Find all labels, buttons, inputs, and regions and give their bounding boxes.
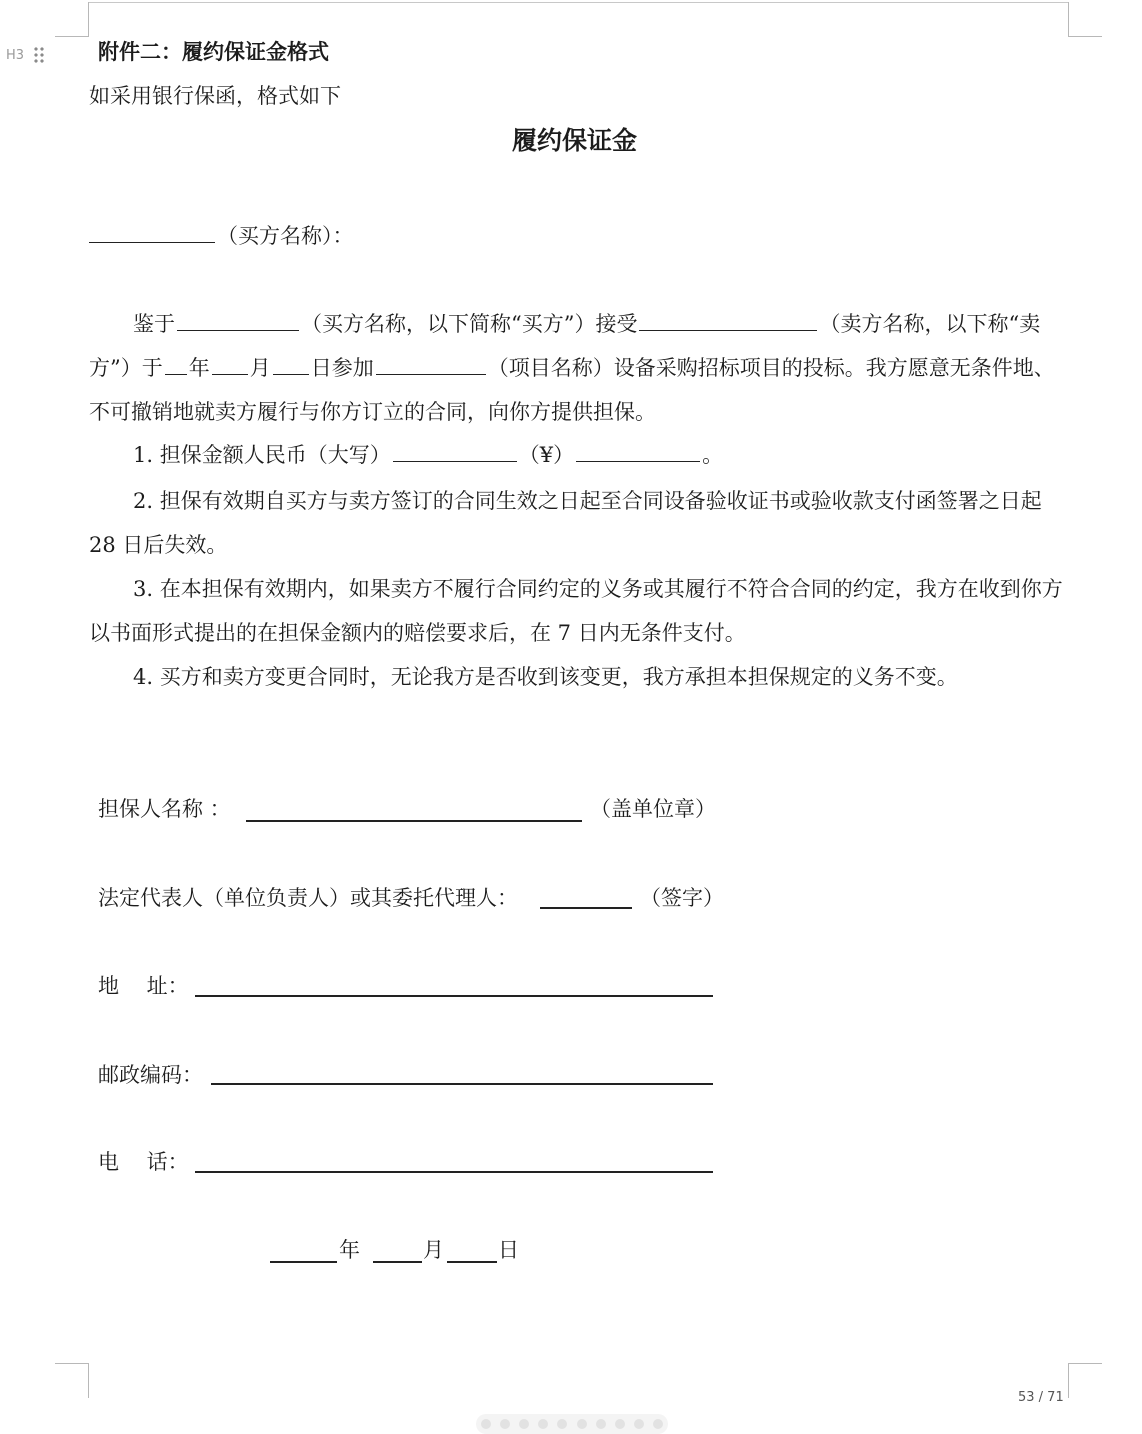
page-dot[interactable] — [653, 1419, 663, 1429]
page-corner-mark — [88, 1363, 89, 1398]
amount-uppercase-blank — [393, 441, 517, 462]
page-scroller[interactable] — [476, 1414, 668, 1434]
page-top-edge — [88, 2, 1069, 3]
page-corner-mark — [1068, 1363, 1102, 1364]
guarantee-preamble — [89, 302, 1064, 434]
guarantee-item-4: 4. 买方和卖方变更合同时，无论我方是否收到该变更，我方承担本担保规定的义务不变。 — [133, 665, 958, 689]
project-name-blank — [376, 354, 486, 375]
page-corner-mark — [1068, 36, 1102, 37]
guarantee-item-1 — [133, 441, 723, 469]
date-month-label: 月 — [423, 1238, 444, 1262]
preamble-text: （买方名称，以下简称“买方”）接受 — [301, 312, 638, 336]
guarantee-item-3: 3. 在本担保有效期内，如果卖方不履行合同约定的义务或其履行不符合合同的约定，我方在收到你方以书面形式提出的在担保金额内的赔偿要求后，在 7 日内无条件支付。 — [89, 577, 1063, 645]
page-dot[interactable] — [500, 1419, 510, 1429]
addressee-line — [89, 222, 354, 250]
date-year-label: 年 — [339, 1238, 360, 1262]
postal-code-blank — [211, 1083, 713, 1085]
intro-line: 如采用银行保函，格式如下 — [89, 84, 341, 108]
preamble-text: （卖方名称，以下 — [819, 312, 988, 336]
preamble-text: 意无条件地、不可撤销地就卖方履行与你方订立的合同，向你方提供担保。 — [89, 356, 1055, 424]
year-blank — [165, 354, 187, 375]
page-dot[interactable] — [481, 1419, 491, 1429]
signature-note: （签字） — [640, 886, 724, 910]
preamble-text: 日参加 — [310, 356, 374, 380]
item-text: （¥） — [518, 443, 575, 467]
phone-label: 电 话： — [98, 1150, 189, 1174]
seller-name-blank — [639, 310, 817, 331]
page-indicator: 53 / 71 — [1018, 1390, 1064, 1405]
page-dot[interactable] — [538, 1419, 548, 1429]
date-year-blank — [270, 1261, 337, 1263]
page-corner-mark — [1068, 1363, 1069, 1398]
preamble-text: 年 — [188, 356, 210, 380]
address-label: 地 址： — [98, 974, 189, 998]
preamble-text: （项目名称）设备采购招标项目的投标。我方愿 — [487, 356, 929, 380]
day-blank — [273, 354, 309, 375]
preamble-text: 月 — [249, 356, 271, 380]
amount-figure-blank — [576, 441, 700, 462]
item-text: 1. 担保金额人民币（大写） — [133, 443, 391, 467]
page-dot[interactable] — [634, 1419, 644, 1429]
guarantee-item-2: 2. 担保有效期自买方与卖方签订的合同生效之日起至合同设备验收证书或验收款支付函签署之日起 28 日后失效。 — [89, 489, 1042, 557]
page-dot[interactable] — [519, 1419, 529, 1429]
heading-level-marker[interactable]: H3 — [6, 48, 25, 63]
buyer-name-blank — [177, 310, 299, 331]
addressee-suffix: （买方名称）： — [217, 224, 354, 248]
date-month-blank — [373, 1261, 422, 1263]
phone-blank — [195, 1171, 713, 1173]
legal-rep-label: 法定代表人（单位负责人）或其委托代理人： — [98, 886, 518, 910]
page-corner-mark — [55, 36, 89, 37]
item-text: 。 — [702, 443, 724, 467]
page-dot[interactable] — [577, 1419, 587, 1429]
section-heading: 附件二：履约保证金格式 — [98, 39, 329, 64]
document-title: 履约保证金 — [512, 126, 638, 155]
guarantor-name-label: 担保人名称 ： — [98, 797, 231, 821]
page-corner-mark — [1068, 2, 1069, 37]
preamble-text: 鉴于 — [133, 312, 175, 336]
seal-note: （盖单位章） — [590, 797, 716, 821]
guarantor-name-blank — [246, 820, 582, 822]
legal-rep-signature-blank — [540, 907, 632, 909]
page-dot[interactable] — [615, 1419, 625, 1429]
page-corner-mark — [88, 2, 89, 37]
address-blank — [195, 995, 713, 997]
page-dot[interactable] — [596, 1419, 606, 1429]
month-blank — [212, 354, 248, 375]
date-day-label: 日 — [498, 1238, 519, 1262]
date-day-blank — [447, 1261, 497, 1263]
preamble-text: 称“卖方”）于 — [89, 312, 1041, 380]
page-dot[interactable] — [557, 1419, 567, 1429]
drag-handle-icon[interactable] — [33, 46, 45, 64]
page-corner-mark — [55, 1363, 89, 1364]
postal-code-label: 邮政编码： — [98, 1063, 203, 1087]
buyer-name-blank — [89, 222, 215, 243]
